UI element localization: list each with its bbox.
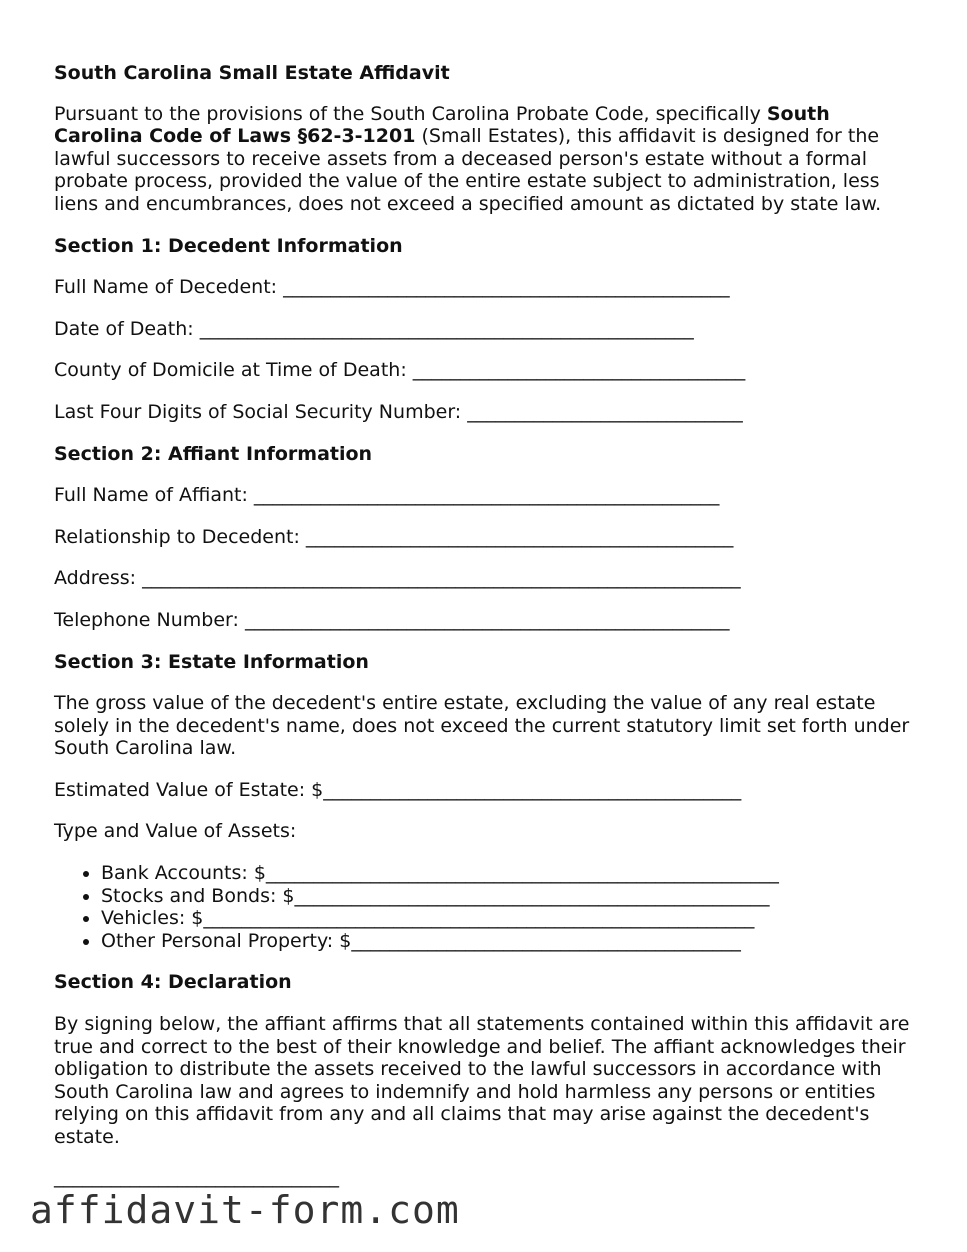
asset-bank-accounts: • Bank Accounts: $______________________________________________________ <box>101 862 914 885</box>
field-estimated-value: Estimated Value of Estate: $____________________________________________ <box>54 778 742 801</box>
asset-stocks-bonds: • Stocks and Bonds: $__________________________________________________ <box>101 885 914 908</box>
field-telephone: Telephone Number: ___________________________________________________ <box>54 608 730 631</box>
assets-label: Type and Value of Assets: <box>54 820 297 843</box>
field-date-of-death: Date of Death: ____________________________________________________ <box>54 317 694 340</box>
intro-paragraph <box>54 103 914 216</box>
estate-paragraph: The gross value of the decedent's entire estate, excluding the value of any real estate solely in the decedent's name, does not exceed the current statutory limit set forth under South Carolina law. <box>54 692 910 760</box>
field-county-of-domicile: County of Domicile at Time of Death: ___________________________________ <box>54 359 746 382</box>
watermark: affidavit-form.com <box>30 1188 460 1232</box>
intro-text-start: Pursuant to the provisions of the South Carolina Probate Code, specifically <box>54 102 767 125</box>
field-address: Address: _______________________________________________________________ <box>54 567 741 590</box>
field-ssn-last-four: Last Four Digits of Social Security Number: _____________________________ <box>54 400 743 423</box>
document-title: South Carolina Small Estate Affidavit <box>54 62 450 84</box>
field-decedent-name: Full Name of Decedent: _______________________________________________ <box>54 276 730 299</box>
signature-line: ______________________________ <box>54 1166 339 1188</box>
intro-statute: South Carolina Code of Laws §62-3-1201 <box>54 102 830 148</box>
section-1-heading: Section 1: Decedent Information <box>54 234 403 257</box>
affidavit-document <box>54 62 914 1168</box>
field-affiant-name: Full Name of Affiant: _________________________________________________ <box>54 484 720 507</box>
intro-text-end: (Small Estates), this affidavit is designed for the lawful successors to receive assets from a deceased person's estate without a formal probate process, provided the value of the entire estate subject to administration, less liens and encumbrances, does not exceed a specified amount as dictated by state law. <box>54 125 882 215</box>
asset-other-property: • Other Personal Property: $_________________________________________ <box>101 930 914 953</box>
declaration-paragraph: By signing below, the affiant affirms that all statements contained within this affidavit are true and correct to the best of their knowledge and belief. The affiant acknowledges their obligation to distribute the assets received to the lawful successors in accordance with South Carolina law and agrees to indemnify and hold harmless any persons or entities relying on this affidavit from any and all claims that may arise against the decedent's estate. <box>54 1013 910 1148</box>
assets-list <box>54 862 914 952</box>
section-3-heading: Section 3: Estate Information <box>54 650 369 673</box>
field-relationship: Relationship to Decedent: _____________________________________________ <box>54 525 734 548</box>
section-2-heading: Section 2: Affiant Information <box>54 442 373 465</box>
section-4-heading: Section 4: Declaration <box>54 971 292 994</box>
asset-vehicles: • Vehicles: $__________________________________________________________ <box>101 907 914 930</box>
